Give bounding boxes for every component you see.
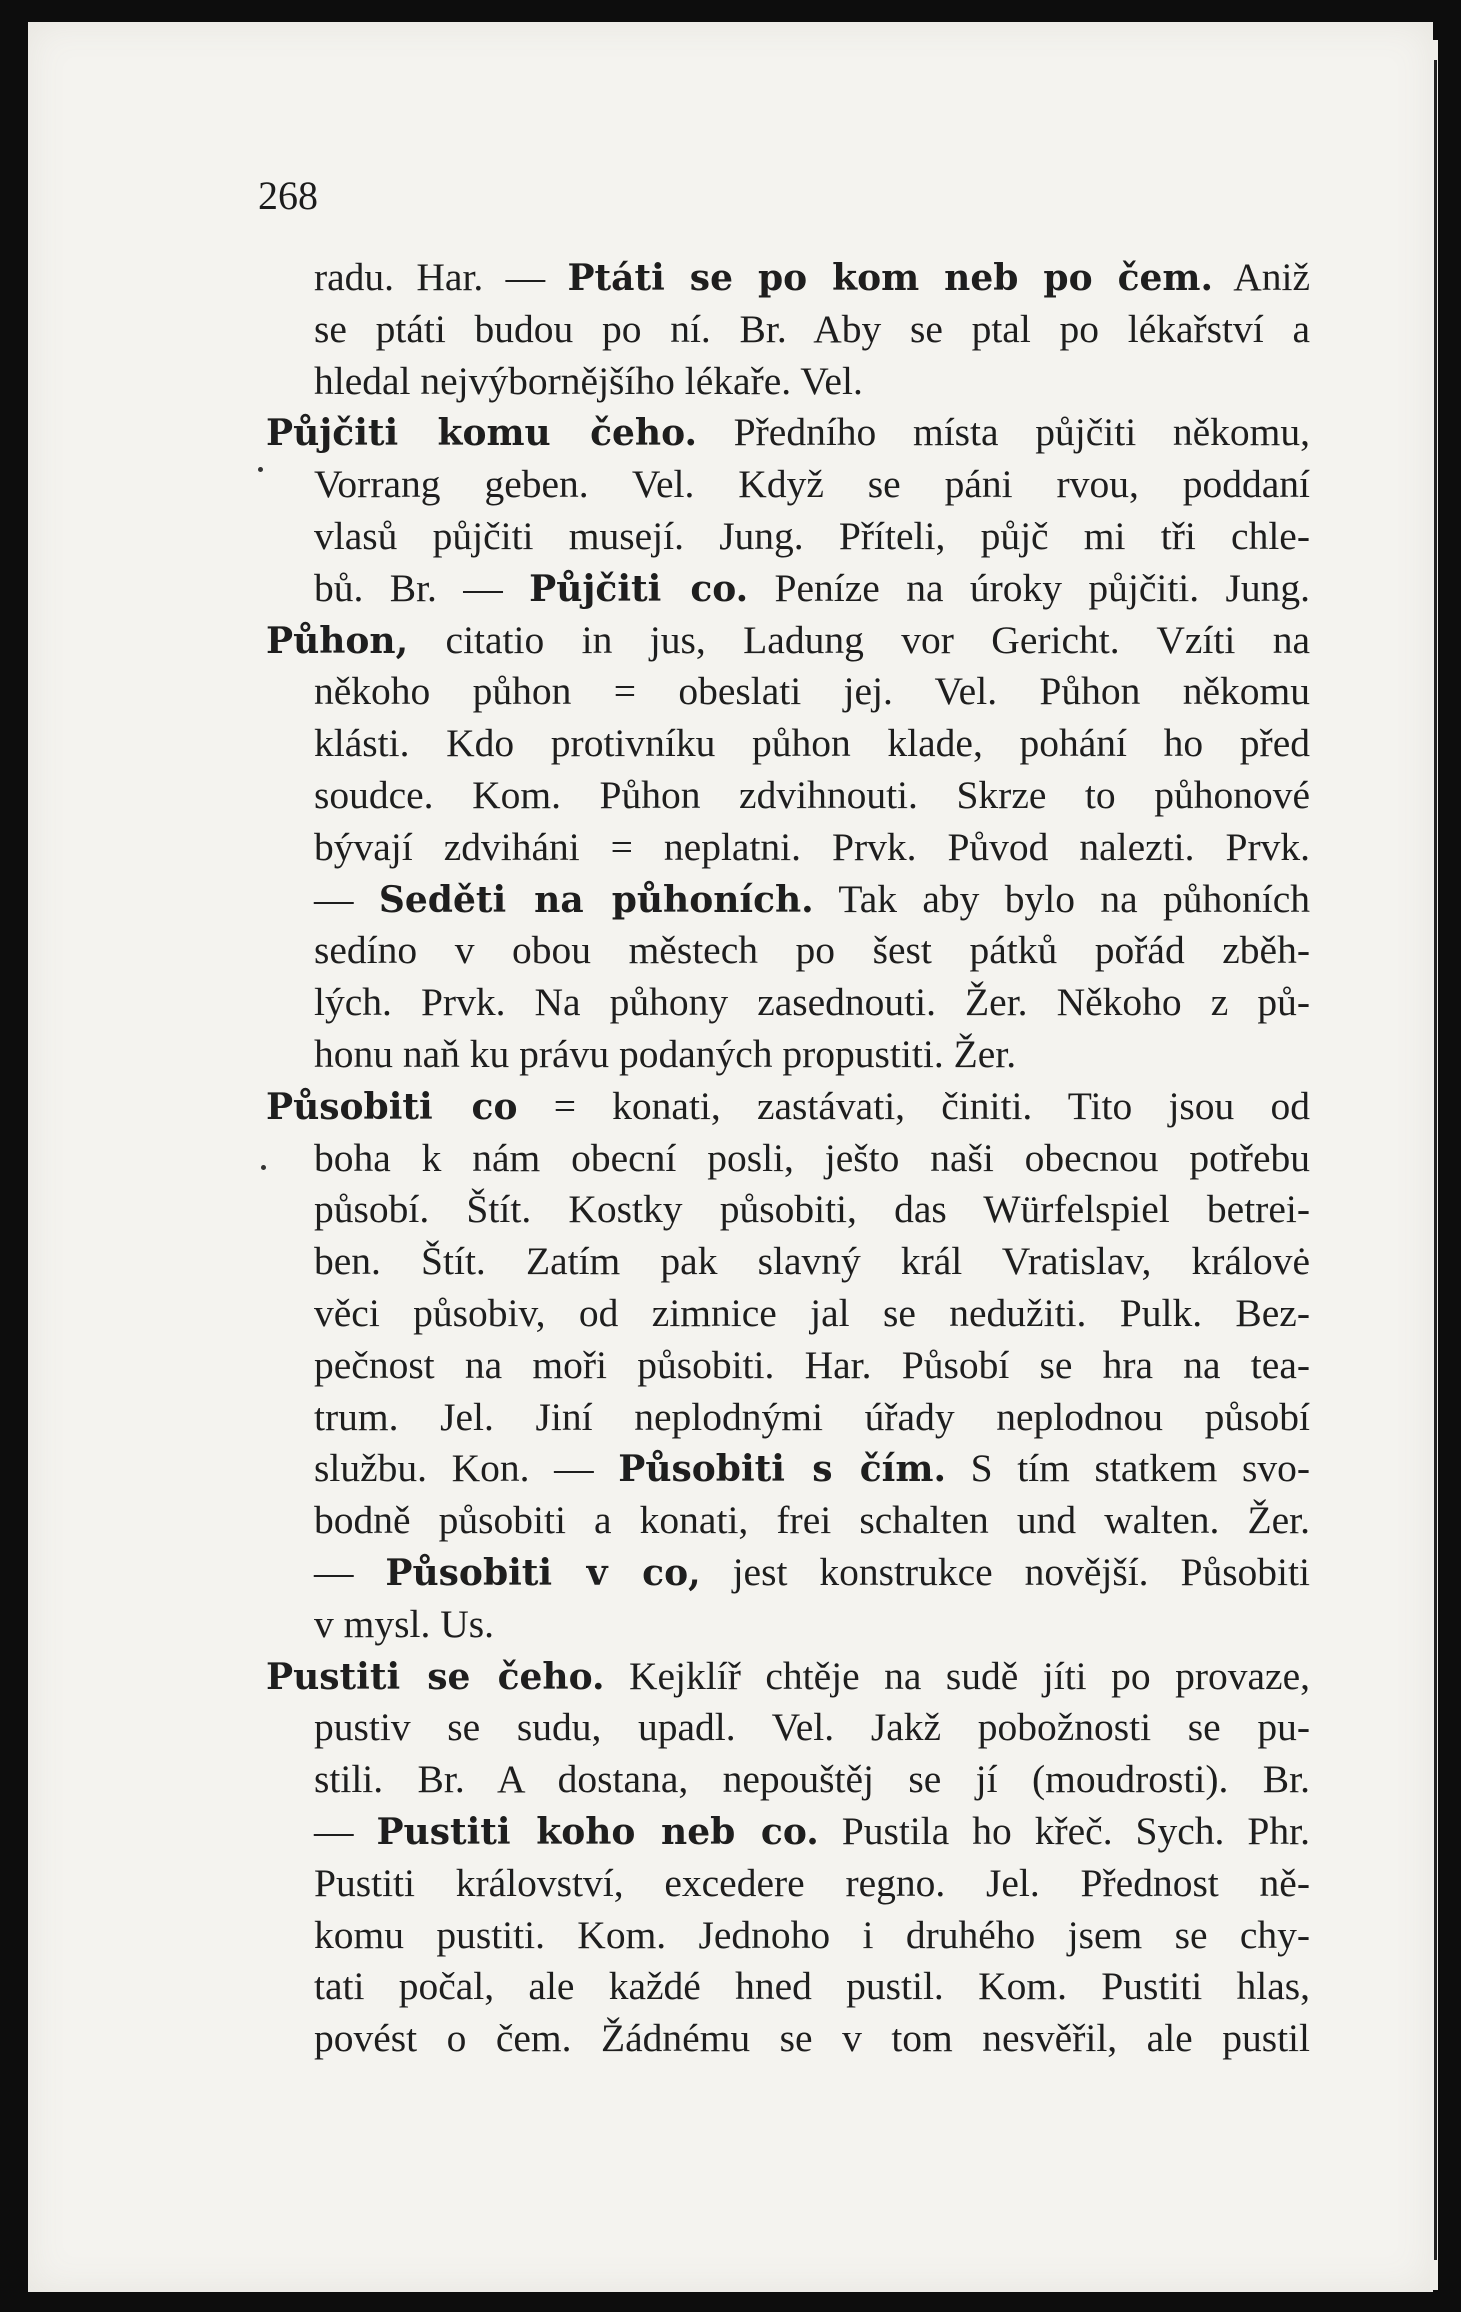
text-run: Kejklíř chtěje na sudě jíti po provaze,	[604, 1653, 1310, 1698]
headword: Působiti co	[266, 1085, 518, 1128]
dictionary-text	[266, 252, 1310, 2065]
text-run: ben. Štít. Zatím pak slavný král Vratislav, královė	[314, 1239, 1310, 1284]
text-line	[266, 2013, 1310, 2065]
text-run: povést o čem. Žádnému se v tom nesvěřil, ale pustil	[314, 2016, 1310, 2061]
text-line	[266, 977, 1310, 1029]
text-run: bů. Br. —	[314, 565, 530, 610]
text-line	[266, 718, 1310, 770]
text-line	[266, 874, 1310, 926]
text-run: trum. Jel. Jiní neplodnými úřady neplodnou působí	[314, 1394, 1310, 1439]
text-line	[266, 1288, 1310, 1340]
text-run: —	[314, 1808, 377, 1853]
headword: Půjčiti komu čeho.	[266, 412, 697, 455]
text-line	[266, 459, 1310, 511]
text-run: pečnost na moři působiti. Har. Působí se hra na tea-	[314, 1342, 1310, 1387]
text-run: komu pustiti. Kom. Jednoho i druhého jsem se chy-	[314, 1912, 1310, 1957]
text-line	[266, 666, 1310, 718]
text-line	[266, 1702, 1310, 1754]
text-run: někoho půhon = obeslati jej. Vel. Půhon někomu	[314, 669, 1310, 714]
headword: Seděti na půhoních.	[378, 878, 814, 921]
text-line	[266, 1443, 1310, 1495]
text-run: hledal nejvýbornějšího lékaře. Vel.	[314, 358, 863, 403]
text-line	[266, 1961, 1310, 2013]
text-run: Aniž	[1213, 255, 1310, 299]
headword: Pustiti se čeho.	[266, 1655, 605, 1698]
text-run: pustiv se sudu, upadl. Vel. Jakž pobožnosti se pu-	[314, 1705, 1310, 1750]
text-run: se ptáti budou po ní. Br. Aby se ptal po lékařství a	[314, 306, 1310, 351]
text-run: sedíno v obou městech po šest pátků pořád zběh-	[314, 928, 1310, 973]
text-line	[266, 1392, 1310, 1444]
text-line	[266, 1651, 1310, 1703]
text-line	[266, 1340, 1310, 1392]
headword: Půhon,	[266, 619, 409, 662]
text-run: S tím statkem svo-	[946, 1446, 1311, 1491]
text-line	[266, 770, 1310, 822]
text-run: Předního místa půjčiti někomu,	[696, 410, 1310, 455]
page-edge-line	[1434, 60, 1437, 2260]
print-speck	[261, 1165, 266, 1170]
text-line	[266, 1184, 1310, 1236]
headword: Ptáti se po kom neb po čem.	[567, 257, 1214, 299]
headword: Působiti v co,	[385, 1551, 701, 1594]
headword: Pustiti koho neb co.	[376, 1810, 819, 1853]
text-run: lých. Prvk. Na půhony zasednouti. Žer. Někoho z pů-	[314, 980, 1310, 1025]
text-run: působí. Štít. Kostky působiti, das Würfelspiel betrei-	[314, 1187, 1310, 1232]
text-line	[266, 1547, 1310, 1599]
text-line	[266, 252, 1310, 304]
text-run: klásti. Kdo protivníku půhon klade, pohání ho před	[314, 721, 1310, 766]
text-run: soudce. Kom. Půhon zdvihnouti. Skrze to půhonové	[314, 772, 1310, 817]
text-line	[266, 304, 1310, 356]
text-line	[266, 356, 1310, 408]
text-run: Pustiti království, excedere regno. Jel. Přednost ně-	[314, 1860, 1310, 1905]
text-line	[266, 1495, 1310, 1547]
text-line	[266, 511, 1310, 563]
text-run: stili. Br. A dostana, nepouštěj se jí (moudrosti). Br.	[314, 1757, 1310, 1802]
text-run: tati počal, ale každé hned pustil. Kom. Pustiti hlas,	[314, 1964, 1310, 2009]
text-run: citatio in jus, Ladung vor Gericht. Vzíti na	[408, 617, 1310, 662]
text-line	[266, 1806, 1310, 1858]
text-line	[266, 1599, 1310, 1651]
text-line	[266, 1754, 1310, 1806]
text-line	[266, 1029, 1310, 1081]
text-run: radu. Har. —	[314, 255, 568, 299]
text-run: boha k nám obecní posli, ješto naši obecnou potřebu	[314, 1135, 1310, 1180]
headword: Půjčiti co.	[529, 567, 749, 610]
text-run: Vorrang geben. Vel. Když se páni rvou, poddaní	[314, 462, 1310, 507]
text-run: Tak aby bylo na půhoních	[813, 876, 1311, 921]
headword: Působiti s čím.	[618, 1448, 946, 1491]
text-run: —	[314, 876, 379, 921]
text-run: jest konstrukce novější. Působiti	[700, 1549, 1310, 1594]
text-line	[266, 1081, 1310, 1133]
text-run: vlasů půjčiti musejí. Jung. Příteli, půjč mi tři chle-	[314, 513, 1310, 558]
text-line	[266, 822, 1310, 874]
text-run: bodně působiti a konati, frei schalten und walten. Žer.	[314, 1498, 1310, 1543]
text-run: službu. Kon. —	[314, 1446, 619, 1491]
text-run: věci působiv, od zimnice jal se nedužiti. Pulk. Bez-	[314, 1290, 1310, 1335]
text-run: = konati, zastávati, činiti. Tito jsou od	[517, 1083, 1311, 1128]
text-line	[266, 1133, 1310, 1185]
text-line	[266, 1858, 1310, 1910]
text-run: Pustila ho křeč. Sych. Phr.	[818, 1808, 1310, 1853]
text-run: v mysl. Us.	[314, 1601, 494, 1646]
text-run: —	[314, 1549, 386, 1594]
text-line	[266, 1236, 1310, 1288]
text-line	[266, 925, 1310, 977]
text-run: honu naň ku právu podaných propustiti. Žer.	[314, 1031, 1017, 1076]
print-speck	[258, 467, 263, 472]
text-line	[266, 563, 1310, 615]
text-line	[266, 615, 1310, 667]
page-number: 268	[258, 173, 318, 218]
text-line	[266, 1910, 1310, 1962]
text-run: bývají zdviháni = neplatni. Prvk. Původ nalezti. Prvk.	[314, 824, 1310, 869]
text-line	[266, 407, 1310, 459]
text-run: Peníze na úroky půjčiti. Jung.	[748, 565, 1311, 610]
